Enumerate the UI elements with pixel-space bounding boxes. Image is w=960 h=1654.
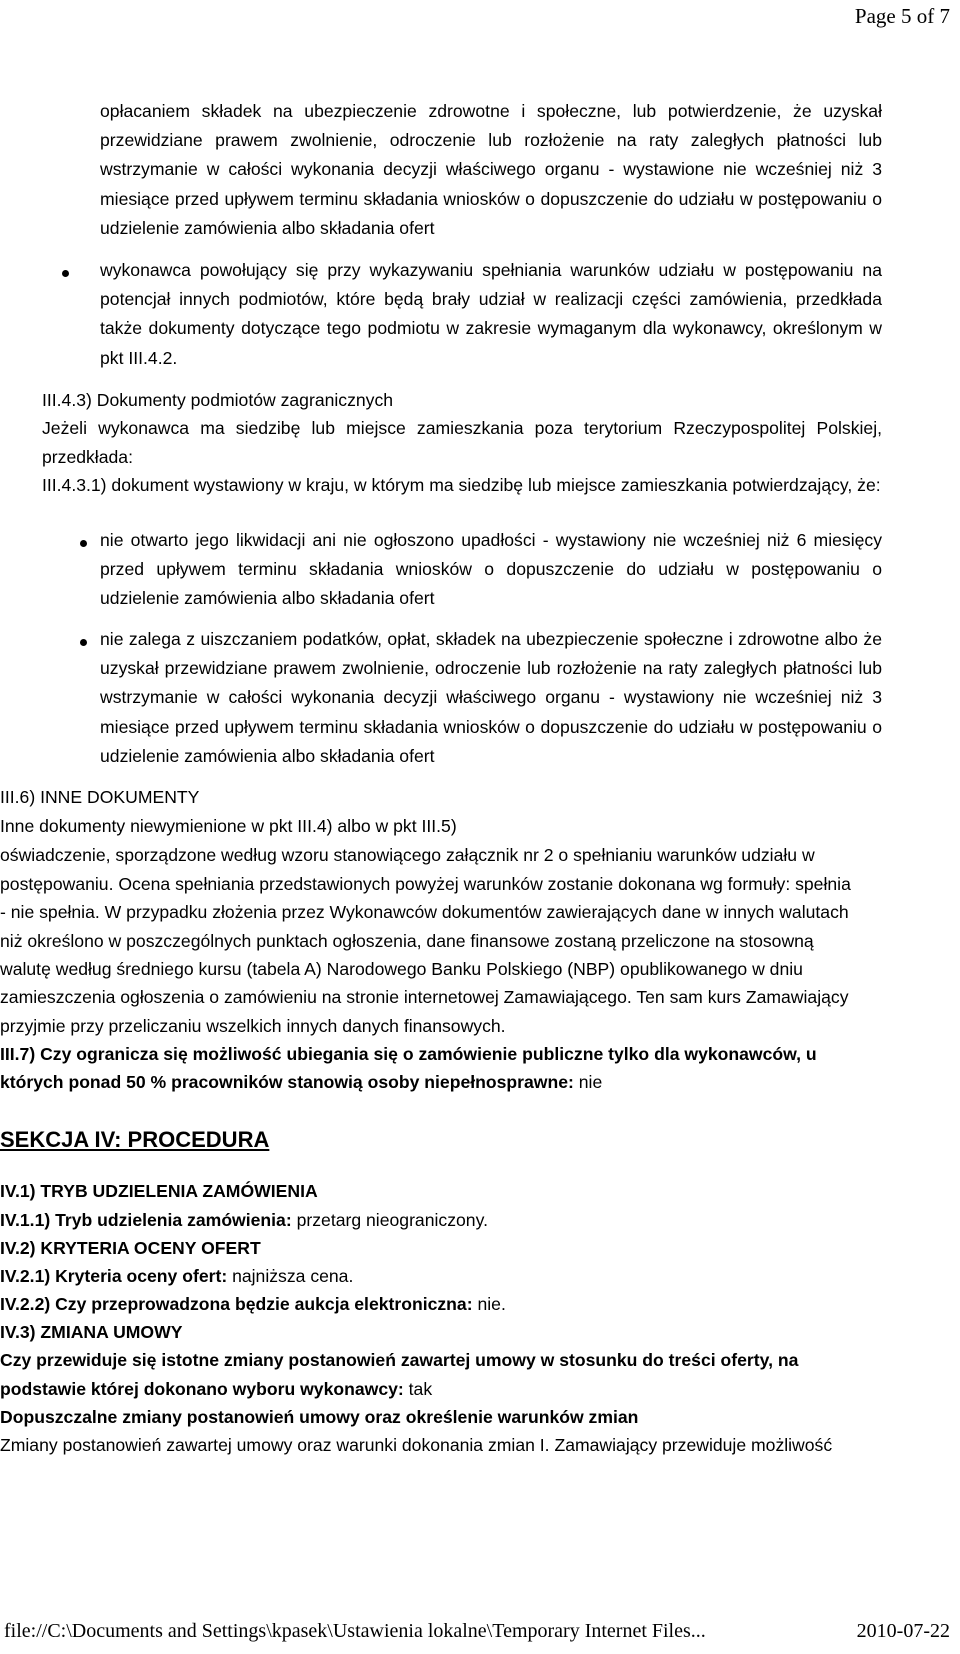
section-heading: IV.1) TRYB UDZIELENIA ZAMÓWIENIA [0,1181,318,1201]
bullet-icon [62,270,69,277]
page-number: Page 5 of 7 [854,4,950,28]
question-text: III.7) Czy ogranicza się możliwość ubiegania się o zamówienie publiczne tylko dla wykonawców, u [0,1044,817,1064]
section-heading: III.4.3) Dokumenty podmiotów zagranicznych [42,390,394,410]
section-subheading: Inne dokumenty niewymienione w pkt III.4) albo w pkt III.5) [0,816,457,836]
list-item: wykonawca powołujący się przy wykazywaniu spełniania warunków udziału w postępowaniu na potencjał innych podmiotów, które będą brały udział w realizacji części zamówienia, przedkłada także dokumenty dotyczące tego podmiotu w zakresie wymaganym dla wykonawcy, określonym w pkt III.4.2. [100,260,882,368]
text-line: walutę według średniego kursu (tabela A) Narodowego Banku Polskiego (NBP) opublikowanego w dniu [0,959,803,979]
section-intro: Jeżeli wykonawca ma siedzibę lub miejsce zamieszkania poza terytorium Rzeczypospolitej Polskiej, przedkłada: [42,418,882,468]
field-label: IV.2.1) Kryteria oceny ofert: [0,1266,228,1286]
text-line: - nie spełnia. W przypadku złożenia przez Wykonawców dokumentów zawierających dane w innych walutach [0,902,849,922]
bullet-icon [80,639,87,646]
question-text: podstawie której dokonano wyboru wykonawcy: [0,1379,404,1399]
question-line [0,1068,602,1097]
question-text: których ponad 50 % pracowników stanowią osoby niepełnosprawne: [0,1072,574,1092]
text-line: niż określono w poszczególnych punktach ogłoszenia, dane finansowe zostaną przeliczone na stosowną [0,931,814,951]
answer-value: nie [578,1072,603,1092]
footer-file-path: file://C:\Documents and Settings\kpasek\Ustawienia lokalne\Temporary Internet Files... [4,1620,706,1642]
field-label: IV.2.2) Czy przeprowadzona będzie aukcja elektroniczna: [0,1294,473,1314]
question-text: Czy przewiduje się istotne zmiany postanowień zawartej umowy w stosunku do treści oferty, na [0,1350,799,1370]
list-item: nie zalega z uiszczaniem podatków, opłat, składek na ubezpieczenie społeczne i zdrowotne albo że uzyskał przewidziane prawem zwolnienie, odroczenie lub rozłożenie na raty zaległych płatności lub wstrzymanie w całości wykonania decyzji właściwego organu - wystawiony nie wcześniej niż 3 miesiące przed upływem terminu składania wniosków o dopuszczenie do udziału w postępowaniu o udzielenie zamówienia albo składania ofert [100,629,882,766]
footer-date: 2010-07-22 [856,1620,950,1642]
field-row [0,1206,488,1235]
field-row [0,1262,353,1291]
page-footer [4,1620,950,1643]
continuation-paragraph: opłacaniem składek na ubezpieczenie zdrowotne i społeczne, lub potwierdzenie, że uzyskał przewidziane prawem zwolnienie, odroczenie lub rozłożenie na raty zaległych płatności lub wstrzymanie w całości wykonania decyzji właściwego organu - wystawione nie wcześniej niż 3 miesiące przed upływem terminu składania wniosków o dopuszczenie do udziału w postępowaniu o udzielenie zamówienia albo składania ofert [100,101,882,238]
list-item: nie otwarto jego likwidacji ani nie ogłoszono upadłości - wystawiony nie wcześniej niż 6 miesięcy przed upływem terminu składania wniosków o dopuszczenie do udziału w postępowaniu o udzielenie zamówienia albo składania ofert [100,530,882,609]
field-row [0,1290,506,1319]
text-line: oświadczenie, sporządzone według wzoru stanowiącego załącznik nr 2 o spełnianiu warunków udziału w [0,845,815,865]
text-line: zamieszczenia ogłoszenia o zamówieniu na stronie internetowej Zamawiającego. Ten sam kurs Zamawiający [0,987,849,1007]
section-heading: III.6) INNE DOKUMENTY [0,787,200,807]
question-line [0,1375,432,1404]
answer-value: tak [408,1379,433,1399]
field-value: przetarg nieograniczony. [296,1210,488,1230]
field-value: nie. [477,1294,506,1314]
bullet-icon [80,540,87,547]
text-line: Zmiany postanowień zawartej umowy oraz warunki dokonania zmian I. Zamawiający przewiduje możliwość [0,1435,833,1455]
field-label: IV.1.1) Tryb udzielenia zamówienia: [0,1210,292,1230]
subsection-text: III.4.3.1) dokument wystawiony w kraju, w którym ma siedzibę lub miejsce zamieszkania potwierdzający, że: [42,475,881,495]
section-heading: IV.2) KRYTERIA OCENY OFERT [0,1238,261,1258]
field-value: najniższa cena. [232,1266,354,1286]
text-line: postępowaniu. Ocena spełniania przedstawionych powyżej warunków zostanie dokonana wg formuły: spełnia [0,874,851,894]
section-heading: Dopuszczalne zmiany postanowień umowy oraz określenie warunków zmian [0,1407,639,1427]
section-heading: IV.3) ZMIANA UMOWY [0,1322,183,1342]
section-title: SEKCJA IV: PROCEDURA [0,1127,270,1152]
text-line: przyjmie przy przeliczaniu wszelkich innych danych finansowych. [0,1016,506,1036]
